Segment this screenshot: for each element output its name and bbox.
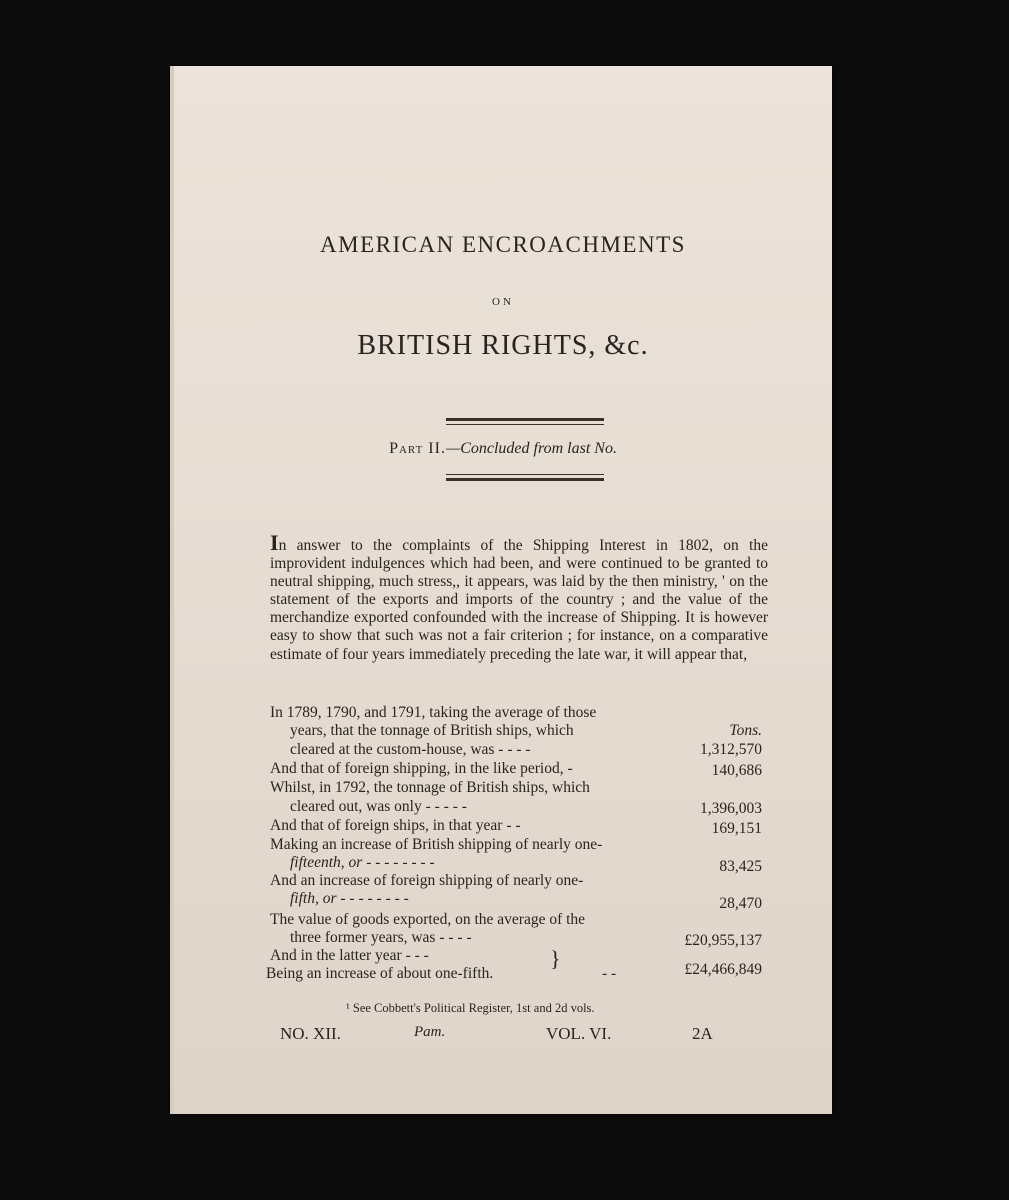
table-value: 169,151: [711, 820, 762, 837]
double-rule-top: [446, 418, 604, 421]
part-heading: [174, 440, 832, 458]
table-row: Being an increase of about one-fifth.: [266, 965, 494, 982]
table-row: cleared out, was only - - - - -: [290, 798, 467, 815]
pamphlet-label: Pam.: [414, 1024, 446, 1040]
table-row: And in the latter year - - -: [270, 947, 429, 964]
issue-number: NO. XII.: [280, 1024, 341, 1043]
table-row: The value of goods exported, on the average of the: [270, 911, 586, 928]
table-value: 140,686: [711, 762, 762, 779]
table-row: In 1789, 1790, and 1791, taking the average of those: [270, 704, 597, 721]
tons-header: Tons.: [729, 722, 762, 739]
part-subtitle: —Concluded from last No.: [445, 440, 617, 457]
table-row: three former years, was - - - -: [290, 929, 472, 946]
title-main: AMERICAN ENCROACHMENTS: [320, 232, 686, 257]
table-value: 1,396,003: [700, 800, 762, 817]
book-page: [170, 66, 832, 1114]
table-value: 1,312,570: [700, 741, 762, 758]
table-value: 28,470: [719, 895, 762, 912]
table-row: Making an increase of British shipping of nearly one-: [270, 836, 603, 853]
title-sub: BRITISH RIGHTS, &c.: [357, 330, 649, 361]
table-value: £20,955,137: [684, 932, 762, 949]
table-row: And that of foreign shipping, in the like period, -: [270, 760, 573, 777]
table-value: £24,466,849: [684, 961, 762, 978]
double-rule-bottom: [446, 478, 604, 481]
paragraph-text: n answer to the complaints of the Shipping Interest in 1802, on the improvident indulgences which had been, and were continued to be granted to neutral shipping, much stress,, it appears, was laid by the then ministry, ' on the statement of the exports and imports of the country ; and the value of the merchandize exported confounded with the increase of Shipping. It is however easy to show that such was not a fair criterion ; for instance, on a comparative estimate of four years immediately preceding the late war, it will appear that,: [270, 537, 768, 663]
drop-cap: I: [270, 530, 279, 555]
table-value: 83,425: [719, 858, 762, 875]
footnote: ¹ See Cobbett's Political Register, 1st and 2d vols.: [346, 1001, 595, 1015]
part-label: Part II.: [389, 440, 446, 457]
table-row: Whilst, in 1792, the tonnage of British ships, which: [270, 779, 590, 796]
brace: }: [550, 946, 561, 971]
table-row: And that of foreign ships, in that year - -: [270, 817, 521, 834]
table-row: cleared at the custom-house, was - - - -: [290, 741, 531, 758]
table-row: - -: [602, 965, 617, 982]
table-row: fifteenth, or - - - - - - - -: [290, 854, 435, 871]
double-rule-bottom-thin: [446, 474, 604, 475]
body-paragraph: [270, 530, 768, 664]
table-row: fifth, or - - - - - - - -: [290, 890, 409, 907]
volume-label: VOL. VI.: [546, 1024, 612, 1043]
table-row: years, that the tonnage of British ships, which: [290, 722, 574, 739]
double-rule-top-thin: [446, 424, 604, 425]
title-on: ON: [492, 296, 514, 308]
table-row: And an increase of foreign shipping of nearly one-: [270, 872, 584, 889]
signature-mark: 2A: [692, 1024, 713, 1043]
